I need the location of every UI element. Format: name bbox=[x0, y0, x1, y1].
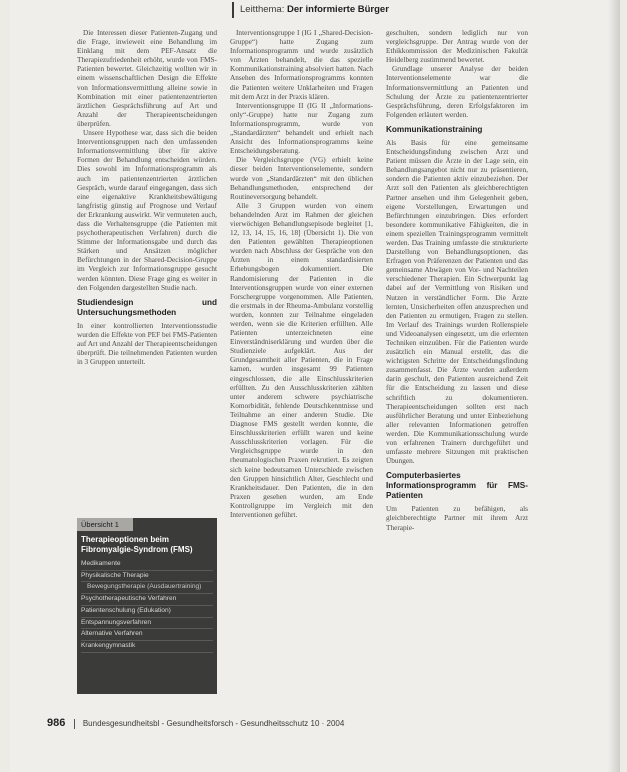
therapy-option: Krankengymnastik bbox=[81, 641, 213, 653]
col3-heading-program: Computerbasiertes Informationsprogramm für FMS-Patienten bbox=[386, 471, 528, 501]
col2-paragraph-2: Interventionsgruppe II (IG II „Informations-only“-Gruppe) hatte nur Zugang zum Informationsprogramm, wurde von „Standardärzten“ behandelt und erhielt nach Ansicht des Informationsprogramms keine Entscheidungsberatung. bbox=[230, 100, 373, 156]
col3-paragraph-1: geschulten, sondern lediglich nur von vergleichsgruppe. Der Antrag wurde von der Ethikkommission der Medizinischen Fakultät Heidelberg zustimmend bewertet. bbox=[386, 28, 528, 65]
therapy-option: Entspannungsverfahren bbox=[81, 618, 213, 630]
therapy-option: Patientenschulung (Edukation) bbox=[81, 606, 213, 618]
therapy-option: Alternative Verfahren bbox=[81, 629, 213, 641]
column-1 bbox=[77, 28, 217, 518]
header-section: Leitthema: bbox=[240, 4, 285, 15]
journal-citation: Bundesgesundheitsbl - Gesundheitsforsch - Gesundheitsschutz 10 · 2004 bbox=[82, 719, 345, 728]
col3-paragraph-2: Grundlage unserer Analyse der beiden Interventionselemente war die Informationsvermittlung an Patienten und Schulung der Ärzte zu patientenzentrierter Gesprächsführung, deren Erfolgsfaktoren im Folgenden erläutert werden. bbox=[386, 64, 528, 119]
therapy-option: Bewegungstherapie (Ausdauertraining) bbox=[81, 582, 213, 594]
therapy-option: Psychotherapeutische Verfahren bbox=[81, 594, 213, 606]
journal-page bbox=[10, 0, 620, 772]
col3-heading-training: Kommunikationstraining bbox=[386, 124, 483, 134]
col1-paragraph-1: Die Interessen dieser Patienten-Zugang und die Frage, inwieweit eine Behandlung im Einklang mit dem PEF-Ansatz die Therapiezufriedenheit erhöht, wurde von FMS-Patienten bewertet. Gleichzeitig wollten wir in einem wissenschaftlichen Design die Effekte von Informationsvermittlung alleine sowie in Kombination mit einer patientenzentrierten ärztlichen Gesprächsführung auf Art und Anzahl der Therapieentscheidungen überprüfen. bbox=[77, 28, 217, 128]
col2-paragraph-3: Die Vergleichsgruppe (VG) erhielt keine dieser beiden Interventionselemente, sondern wurde von „Standardärzten“ mit den üblichen Behandlungsmethoden, entsprechend der Routineversorgung behandelt. bbox=[230, 155, 373, 201]
col2-paragraph-1: Interventionsgruppe I (IG I „Shared-Decision-Gruppe“) hatte Zugang zum Informationsprogramm und wurde zusätzlich von Ärzten behandelt, die das spezielle Kommunikationstraining absolviert hatten. Nach Ansehen des Informationsprogramms konnten die Patienten weitere Unklarheiten und Fragen mit dem Arzt in der Praxis klären. bbox=[230, 28, 373, 101]
overview-box bbox=[77, 518, 217, 694]
running-header bbox=[240, 4, 389, 15]
overview-box-title: Therapieoptionen beim Fibromyalgie-Syndrom (FMS) bbox=[81, 535, 193, 554]
col3-paragraph-3: Als Basis für eine gemeinsame Entscheidungsfindung zwischen Arzt und Patient müssen die Ärzte in der Lage sein, ein Behandlungsangebot nicht nur zu präsentieren, sondern die Patienten aktiv einzubeziehen. Der Arzt soll den Patienten als gleichberechtigten Partner ansehen und ihm Gelegenheit geben, eigene Vorstellungen, Erwartungen und Befürchtungen einzubringen. Dies erfordert besondere kommunikative Fähigkeiten, die in einem speziellen Trainingsprogramm vermittelt werden. Das Training umfasste die strukturierte Darstellung von Behandlungsoptionen, das Erfragen von Präferenzen der Patienten und das gemeinsame Abwägen von Vor- und Nachteilen verschiedener Therapien. Ein Schwerpunkt lag dabei auf der Vermittlung von Risiken und Nutzen in verständlicher Form. Die Ärzte lernten, Unsicherheiten offen anzusprechen und den Patienten zu ermutigen, Fragen zu stellen. Im Verlauf des Trainings wurden Rollenspiele und Videoanalysen eingesetzt, um die erlernten Techniken einzuüben. Für die Patienten wurde zusätzlich ein Manual erstellt, das die wichtigsten Schritte der Entscheidungsfindung zusammenfasst. Die Ärzte wurden außerdem darin geschult, den Patienten ausreichend Zeit für die Entscheidung zu lassen und diese schriftlich zu dokumentieren. Therapieentscheidungen sollten erst nach ausführlicher Beratung und unter Einbeziehung aller relevanten Informationen getroffen werden. Die Kommunikationsschulung wurde von erfahrenen Trainern durchgeführt und umfasste mehrere Sitzungen mit praktischen Übungen. bbox=[386, 137, 528, 466]
overview-box-label: Übersicht 1 bbox=[77, 518, 133, 531]
column-2 bbox=[230, 28, 373, 713]
col1-section-heading: Studiendesign und Untersuchungsmethoden bbox=[77, 297, 217, 317]
column-3 bbox=[386, 28, 528, 713]
footer-divider bbox=[74, 719, 75, 729]
therapy-option: Physikalische Therapie bbox=[81, 571, 213, 583]
therapy-options-list bbox=[77, 559, 217, 653]
header-title: Der informierte Bürger bbox=[287, 4, 389, 15]
page-number: 986 bbox=[47, 717, 66, 729]
col2-paragraph-4: Alle 3 Gruppen wurden von einem behandelnden Arzt im Rahmen der gleichen vierwöchigen Behandlungsepisode begleitet [1, 12, 13, 14, 15, 16, 18] (Übersicht 1). Die von den Patienten gewählten Therapieoptionen wurden nach Abschluss der Gespräche von den Ärzten in einem standardisierten Erhebungsbogen dokumentiert. Die Randomisierung der Patienten in die Interventionsgruppen wurde von einer externen Forschergruppe vorgenommen. Alle Patienten, die erstmals in der Rheuma-Ambulanz vorstellig wurden, konnten zur Teilnahme eingeladen werden, wenn sie die Kriterien erfüllten. Alle Patienten unterzeichneten eine Einverständniserklärung und wurden über die Studienziele aufgeklärt. Aus der Grundgesamtheit aller Patienten, die in Frage kamen, wurden insgesamt 99 Patienten eingeschlossen, die alle Einschlusskriterien erfüllten. Zu den Ausschlusskriterien zählten unter anderem schwere psychiatrische Komorbidität, fehlende Deutschkenntnisse und Teilnahme an einer anderen Studie. Die Diagnose FMS gestellt werden konnte, die Einschlusskriterien erfüllt waren und keine Ausschlusskriterien vorlagen. Für die Vergleichsgruppe wurde in den rheumatologischen Praxen rekrutiert. Es zeigten sich keine bedeutsamen Unterschiede zwischen den Gruppen hinsichtlich Alter, Geschlecht und Krankheitsdauer. Den Patienten, die in den Praxen gesehen wurden, am Ende Kontrollgruppe im Vergleich mit den Interventionen geführt. bbox=[230, 200, 373, 519]
col1-paragraph-3: In einer kontrollierten Interventionsstudie wurden die Effekte von PEF bei FMS-Patienten auf Art und Anzahl der Therapieentscheidungen überprüft. Die teilnehmenden Patienten wurden in 3 Gruppen unterteilt. bbox=[77, 320, 217, 367]
header-rule bbox=[232, 2, 234, 18]
therapy-option: Medikamente bbox=[81, 559, 213, 571]
col3-paragraph-4: Um Patienten zu befähigen, als gleichberechtigte Partner mit ihrem Arzt Therapie- bbox=[386, 504, 528, 532]
page-footer bbox=[47, 717, 344, 729]
page-edge-shadow bbox=[608, 0, 620, 772]
col1-paragraph-2: Unsere Hypothese war, dass sich die beiden Interventionsgruppen nach den umfassenden Informationsvermittlung über für aktive Formen der Behandlung entscheiden würden. Dies sowohl im Informationsprogramm als auch im patientenzentrierten ärztlichen Gespräch, wurde darauf eingegangen, dass sich eine eigenaktive Krankheitsbewältigung langfristig günstig auf Prognose und Verlauf der Erkrankung auswirkt. Wir vermuteten auch, dass die Verhaltensgruppe (die Patienten mit psychotherapeutischen Verfahren) durch die Stimme der Informationsgabe und durch das Stärken und Ansätzen möglicher Befürchtungen in der Shared-Decision-Gruppe im Vergleich zur Informationsgruppe gesucht werden könnten. Diese Frage ging es weiter in den Folgenden dargestellten Studie nach. bbox=[77, 128, 217, 292]
